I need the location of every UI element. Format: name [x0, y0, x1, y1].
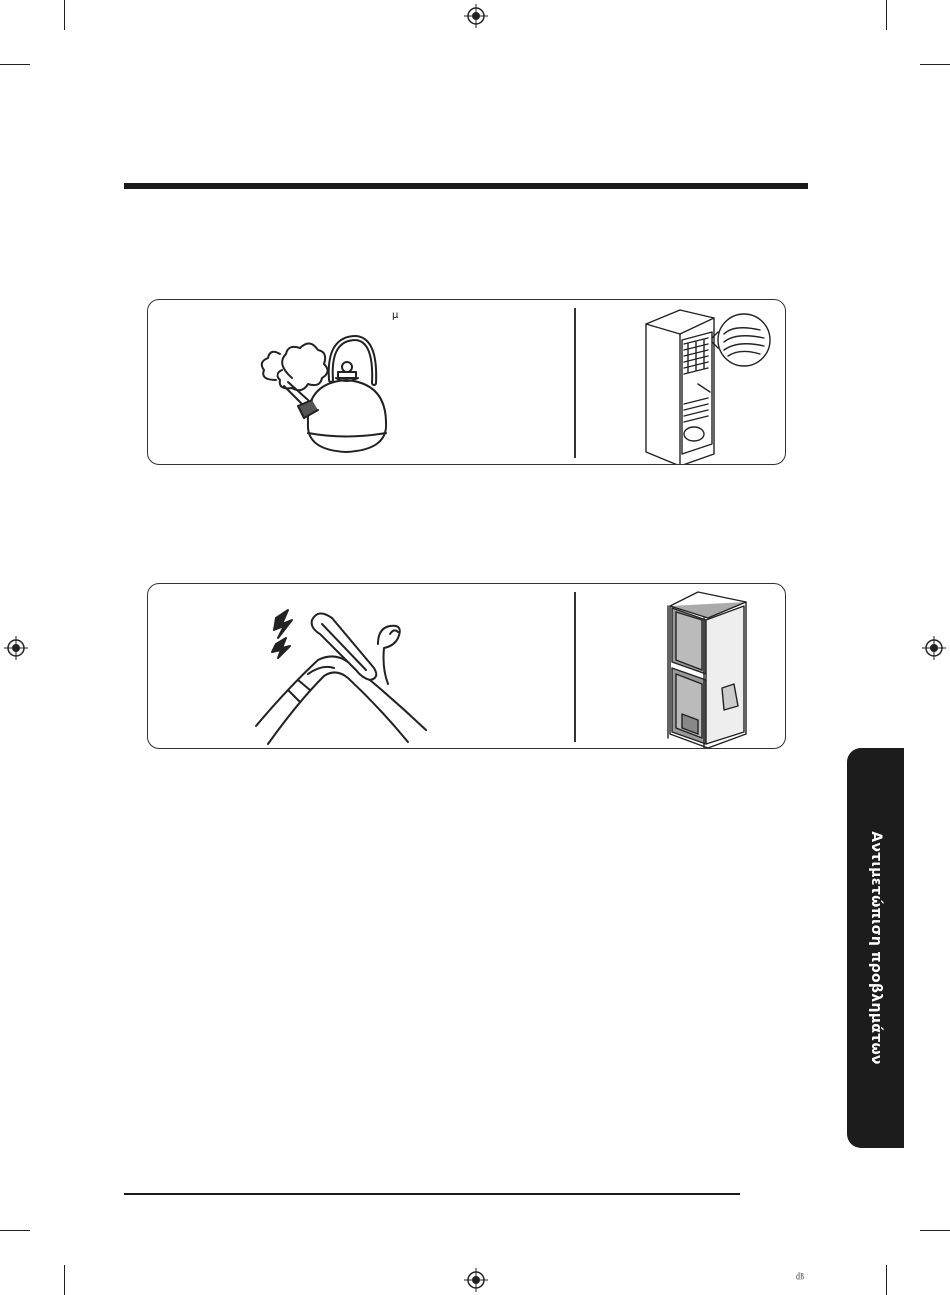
- steaming-kettle-icon: [246, 328, 406, 458]
- footer-rule: [124, 1193, 740, 1195]
- illustration-panel: [147, 583, 786, 749]
- page-marker: ㏈: [796, 1272, 804, 1281]
- crop-mark: [0, 64, 30, 65]
- side-tab-label: Αντιμετώπιση προβλημάτων: [867, 831, 884, 1065]
- crop-mark: [64, 0, 65, 30]
- panel-divider: [574, 592, 576, 742]
- fridge-interior-cabinet-icon: [658, 588, 758, 748]
- section-side-tab[interactable]: [847, 748, 904, 1148]
- header-rule: [124, 183, 808, 189]
- crop-mark: [886, 1265, 887, 1295]
- panel-glyph: μ: [392, 310, 399, 321]
- registration-mark-icon: [922, 636, 946, 660]
- crop-mark: [886, 0, 887, 30]
- illustration-panel: [147, 299, 786, 465]
- cracking-branch-icon: [248, 598, 438, 748]
- crop-mark: [920, 1230, 950, 1231]
- crop-mark: [0, 1230, 30, 1231]
- registration-mark-icon: [464, 4, 488, 28]
- fridge-rear-condenser-icon: [638, 304, 773, 464]
- crop-mark: [920, 64, 950, 65]
- registration-mark-icon: [464, 1268, 488, 1292]
- registration-mark-icon: [4, 636, 28, 660]
- panel-divider: [574, 308, 576, 458]
- crop-mark: [64, 1265, 65, 1295]
